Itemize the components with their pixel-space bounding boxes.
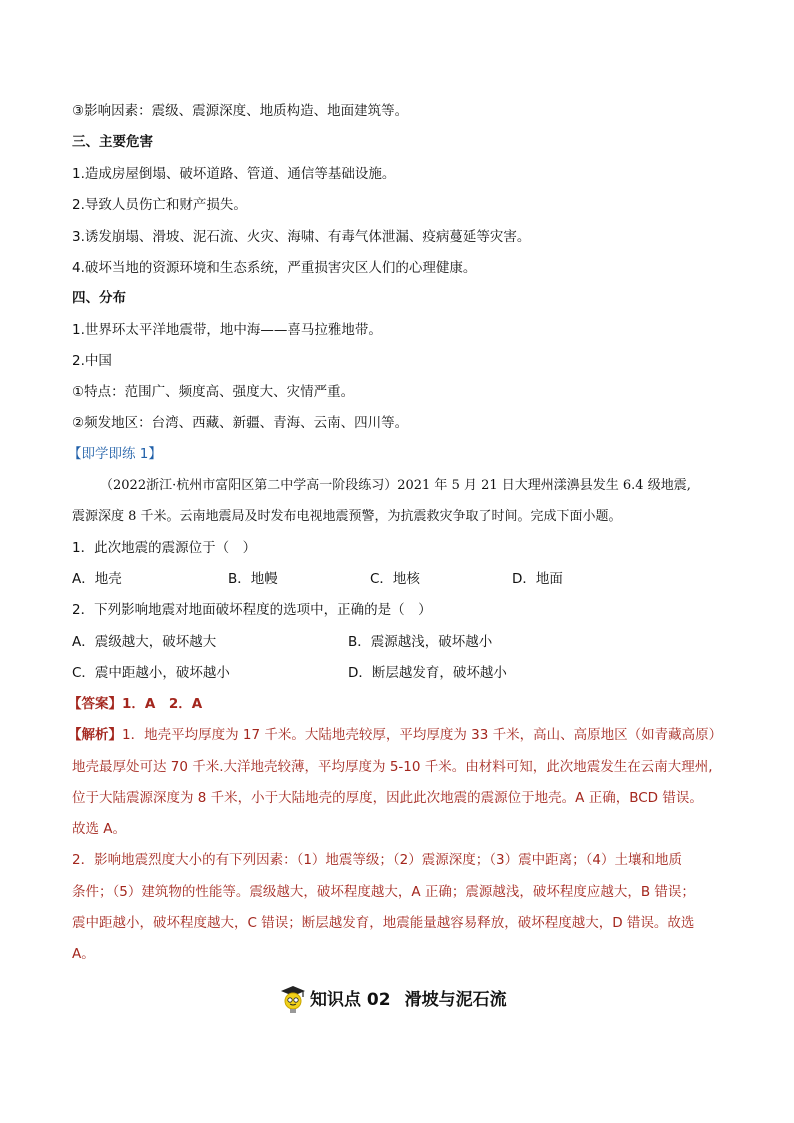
knowledge-point-number: 知识点 02 (310, 990, 391, 1010)
q1-option-c: C．地核 (370, 571, 420, 587)
distribution-world: 1.世界环太平洋地震带，地中海——喜马拉雅地带。 (72, 322, 382, 338)
distribution-frequent-areas: ②频发地区：台湾、西藏、新疆、青海、云南、四川等。 (72, 415, 409, 431)
q2-option-a: A．震级越大，破坏越大 (72, 634, 217, 650)
analysis-line-1 (68, 726, 722, 744)
q2-option-b: B．震源越浅，破坏越小 (348, 634, 493, 650)
question-2: 2．下列影响地震对地面破坏程度的选项中，正确的是（ ） (72, 602, 432, 618)
hazard-item-4: 4.破坏当地的资源环境和生态系统，严重损害灾区人们的心理健康。 (72, 260, 477, 276)
distribution-features: ①特点：范围广、频度高、强度大、灾情严重。 (72, 384, 355, 400)
distribution-china: 2.中国 (72, 353, 112, 369)
hazard-item-2: 2.导致人员伤亡和财产损失。 (72, 197, 247, 213)
answer-text: 1．A 2．A (122, 696, 203, 712)
bulb-graduate-icon (280, 985, 306, 1015)
q2-option-c: C．震中距越小，破坏越小 (72, 665, 230, 681)
q2-option-d: D．断层越发育，破坏越小 (348, 665, 507, 681)
answer-label: 【答案】 (68, 696, 122, 712)
hazard-item-3: 3.诱发崩塌、滑坡、泥石流、火灾、海啸、有毒气体泄漏、疫病蔓延等灾害。 (72, 229, 531, 245)
analysis-p2-a: 2．影响地震烈度大小的有下列因素：（1）地震等级；（2）震源深度；（3）震中距离；（4）土壤和地质 (72, 852, 682, 868)
answer-line (68, 695, 202, 713)
knowledge-point-heading (280, 985, 507, 1015)
analysis-p2-b: 条件；（5）建筑物的性能等。震级越大，破坏程度越大，A 正确；震源越浅，破坏程度应越大，B 错误； (72, 884, 695, 900)
q1-option-a: A．地壳 (72, 571, 122, 587)
question-1: 1．此次地震的震源位于（ ） (72, 540, 257, 556)
q1-option-b: B．地幔 (228, 571, 278, 587)
knowledge-point-title: 滑坡与泥石流 (404, 990, 507, 1010)
analysis-p1-c: 位于大陆震源深度为 8 千米，小于大陆地壳的厚度，因此此次地震的震源位于地壳。A 正确，BCD 错误。 (72, 790, 703, 806)
section-heading-distribution: 四、分布 (72, 290, 126, 306)
analysis-p1-a: 1．地壳平均厚度为 17 千米。大陆地壳较厚，平均厚度为 33 千米，高山、高原地区（如青藏高原） (122, 727, 723, 743)
analysis-p2-c: 震中距越小，破坏程度越大，C 错误；断层越发育，地震能量越容易释放，破坏程度越大，D 错误。故选 (72, 915, 695, 931)
exercise-tag: 【即学即练 1】 (68, 446, 162, 462)
q1-option-d: D．地面 (512, 571, 563, 587)
analysis-p1-d: 故选 A。 (72, 821, 127, 837)
analysis-p2-d: A。 (72, 946, 95, 962)
hazard-item-1: 1.造成房屋倒塌、破坏道路、管道、通信等基础设施。 (72, 166, 396, 182)
analysis-label: 【解析】 (68, 727, 122, 743)
influence-factors-line: ③影响因素：震级、震源深度、地质构造、地面建筑等。 (72, 103, 409, 119)
section-heading-hazards: 三、主要危害 (72, 134, 153, 150)
exercise-stem-line-1: （2022浙江·杭州市富阳区第二中学高一阶段练习）2021 年 5 月 21 日大理州漾濞县发生 6.4 级地震, (100, 478, 691, 493)
analysis-p1-b: 地壳最厚处可达 70 千米.大洋地壳较薄，平均厚度为 5-10 千米。由材料可知，此次地震发生在云南大理州, (72, 759, 713, 775)
exercise-stem-line-2: 震源深度 8 千米。云南地震局及时发布电视地震预警，为抗震救灾争取了时间。完成下面小题。 (72, 509, 622, 524)
